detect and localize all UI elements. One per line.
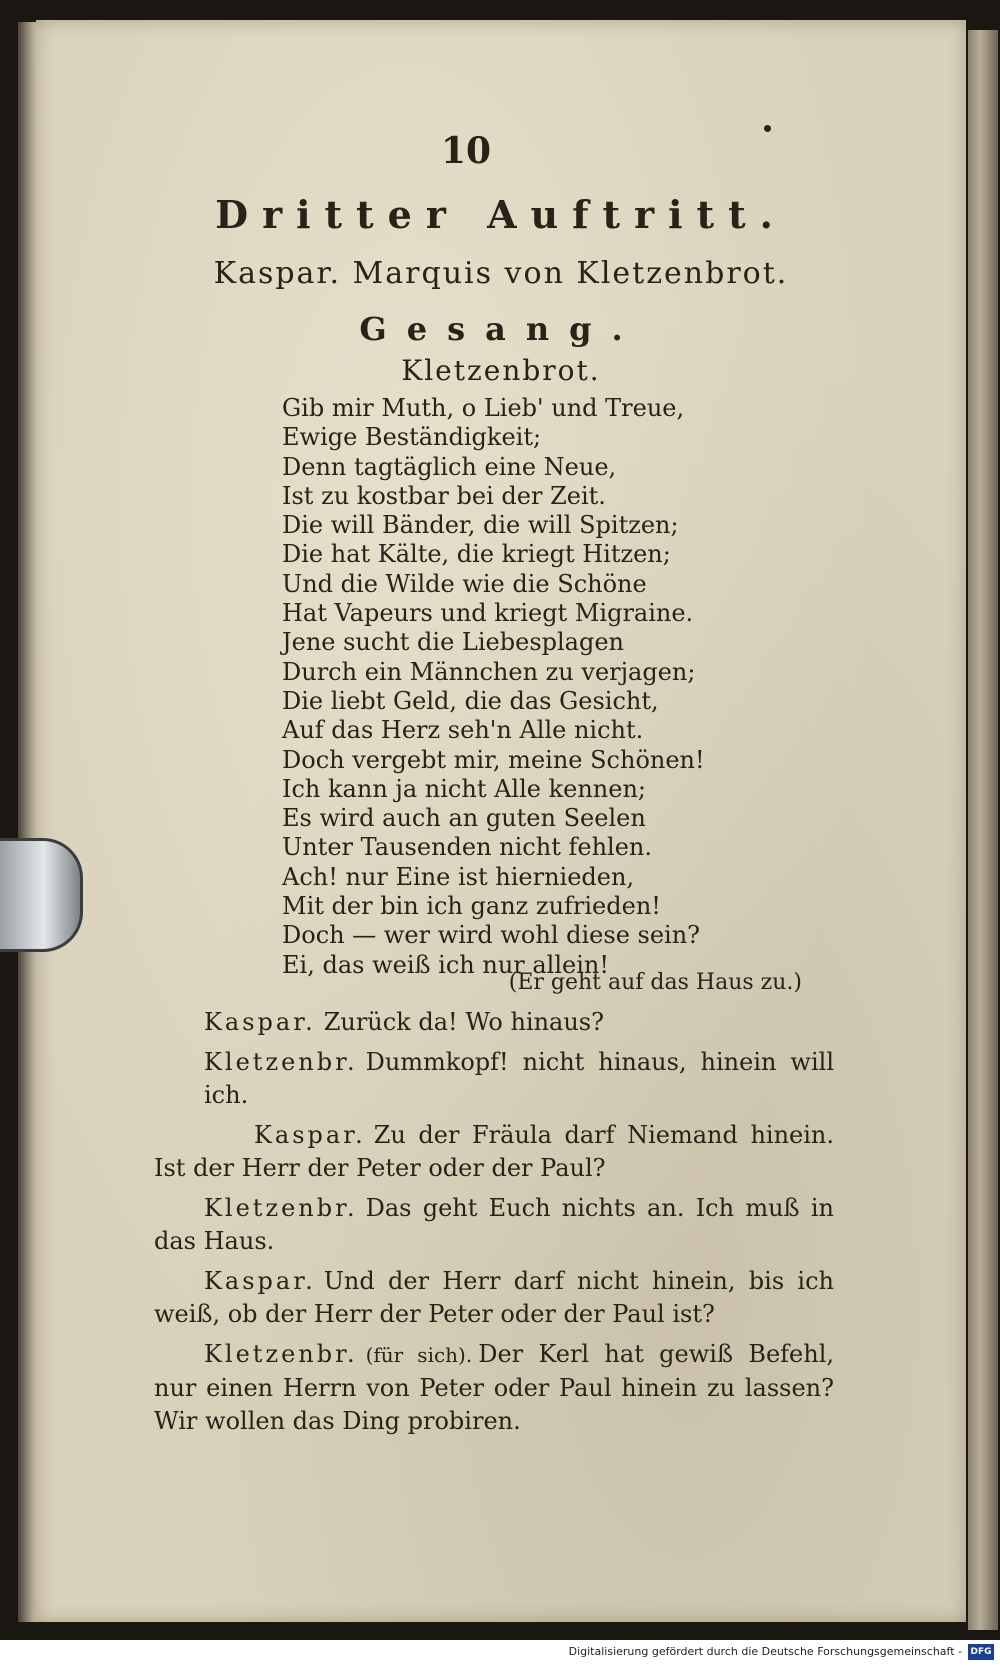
dfg-logo: DFG	[968, 1644, 994, 1660]
speech-text: Dummkopf! nicht hinaus, hinein will ich.	[204, 1048, 834, 1109]
page-number: 10	[441, 130, 492, 172]
speech-text: Zurück da! Wo hinaus?	[323, 1008, 604, 1036]
dialogue	[154, 1006, 834, 1445]
speech-first-line	[154, 1121, 204, 1149]
speech	[154, 1046, 834, 1112]
verse-line: Durch ein Männchen zu verjagen;	[282, 657, 696, 686]
speech	[154, 1192, 834, 1258]
song-title: Gesang.	[359, 310, 643, 348]
speech-first-line	[154, 1046, 834, 1112]
digitization-footer	[0, 1640, 1000, 1666]
character-list: Kaspar. Marquis von Kletzenbrot.	[213, 256, 789, 291]
verse-line: Ach! nur Eine ist hiernieden,	[282, 862, 635, 891]
speaker-name: Kaspar.	[204, 1008, 316, 1036]
verse-line: Ewige Beständigkeit;	[282, 423, 542, 452]
verse-line: Die liebt Geld, die das Gesicht,	[282, 686, 659, 715]
book-page	[36, 20, 966, 1622]
speaker-name: Kletzenbr.	[204, 1048, 358, 1076]
speaker-name: Kletzenbr.	[204, 1340, 358, 1368]
speech	[154, 1006, 834, 1039]
verse-line: Die will Bänder, die will Spitzen;	[282, 511, 679, 540]
verse-line: Mit der bin ich ganz zufrieden!	[282, 892, 661, 921]
verse-line: Ist zu kostbar bei der Zeit.	[282, 481, 606, 510]
verse-line: Die hat Kälte, die kriegt Hitzen;	[282, 540, 671, 569]
page-clip	[0, 838, 83, 952]
funding-notice: Digitalisierung gefördert durch die Deutsche Forschungsgemeinschaft -	[568, 1645, 962, 1658]
speech	[154, 1119, 834, 1185]
stage-direction: (Er geht auf das Haus zu.)	[508, 970, 802, 995]
speech-text: Und der Herr darf nicht hinein, bis ich weiß, ob der Herr der Peter oder der Paul ist?	[154, 1267, 834, 1328]
verse-line: Unter Tausenden nicht fehlen.	[282, 833, 652, 862]
speech-text: Der Kerl hat gewiß Befehl, nur einen Herrn von Peter oder Paul hinein zu lassen? Wir wollen das Ding probiren.	[154, 1340, 834, 1435]
speaker-name: Kaspar.	[204, 1267, 316, 1295]
scene-heading: Dritter Auftritt.	[215, 192, 787, 237]
verse-line: Gib mir Muth, o Lieb' und Treue,	[282, 394, 685, 422]
speaker-name: Kletzenbr.	[204, 1194, 358, 1222]
verse-line: Es wird auch an guten Seelen	[282, 804, 646, 833]
verse-line: Ich kann ja nicht Alle kennen;	[282, 774, 647, 803]
singer-name: Kletzenbrot.	[401, 354, 601, 387]
verse-line: Hat Vapeurs und kriegt Migraine.	[282, 599, 694, 628]
speech	[154, 1338, 834, 1438]
aside-direction: (für sich).	[365, 1343, 473, 1367]
verse-line: Auf das Herz seh'n Alle nicht.	[282, 716, 644, 745]
ink-speck	[764, 125, 771, 132]
verse-line: Denn tagtäglich eine Neue,	[282, 452, 617, 481]
speech-first-line	[154, 1006, 834, 1039]
speaker-name: Kaspar.	[254, 1121, 366, 1149]
verse-line: Ei, das weiß ich nur allein!	[282, 950, 610, 979]
facing-page-edge	[968, 30, 998, 1630]
verse-line: Und die Wilde wie die Schöne	[282, 569, 647, 598]
verse-line: Doch — wer wird wohl diese sein?	[282, 921, 701, 950]
song-verse	[282, 394, 705, 980]
speech-text: Das geht Euch nichts an. Ich muß in das Haus.	[154, 1194, 834, 1255]
speech	[154, 1265, 834, 1331]
verse-line: Doch vergebt mir, meine Schönen!	[282, 745, 705, 774]
verse-line: Jene sucht die Liebesplagen	[282, 628, 624, 657]
speech-text: Zu der Fräula darf Niemand hinein. Ist der Herr der Peter oder der Paul?	[154, 1121, 834, 1182]
